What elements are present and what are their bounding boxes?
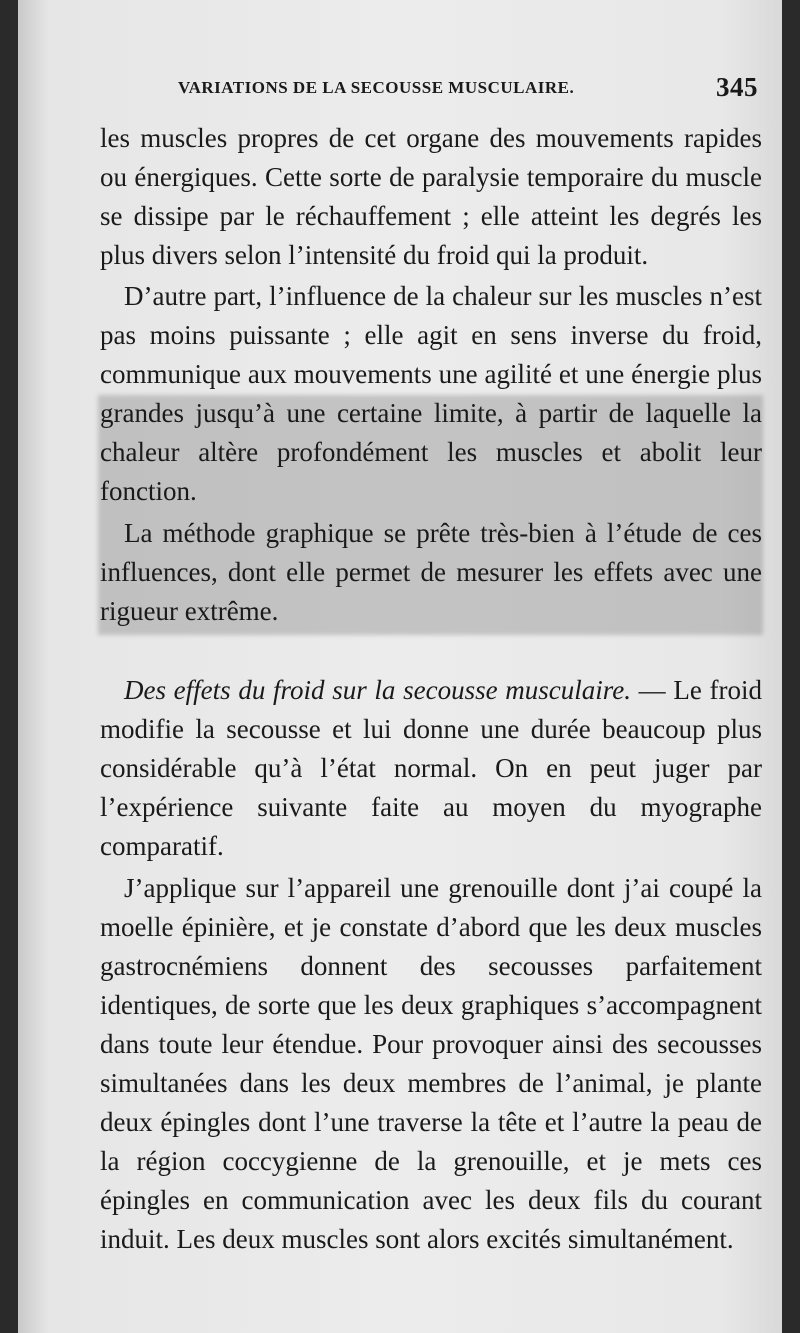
- section-cold-effects: [100, 671, 762, 866]
- paragraph-heat: [100, 277, 762, 511]
- section-text: — Le froid modifie la secousse et lui donne une durée beaucoup plus considérable qu’à l’état normal. On en peut juger par l’expérience suivante faite au moyen du myographe comparatif.: [100, 675, 762, 861]
- section-heading: Des effets du froid sur la secousse musculaire.: [124, 675, 631, 705]
- paragraph-2: D’autre part, l’influence de la chaleur sur les muscles n’est pas moins puissante ; elle agit en sens inverse du froid, communique aux mouvements une agilité et une énergie plus grandes jusqu’à une certaine limite, à partir de laquelle la chaleur altère profondément les muscles et abolit leur fonction.: [100, 281, 762, 506]
- running-title: VARIATIONS DE LA SECOUSSE MUSCULAIRE.: [178, 78, 575, 97]
- running-header: [178, 72, 758, 102]
- paragraph-3: La méthode graphique se prête très-bien à l’étude de ces influences, dont elle permet de mesurer les effets avec une rigueur extrême.: [100, 518, 762, 626]
- paragraph-method: [100, 514, 762, 631]
- paragraph-5: J’applique sur l’appareil une grenouille dont j’ai coupé la moelle épinière, et je constate d’abord que les deux muscles gastrocnémiens donnent des secousses parfaitement identiques, de sorte que les deux graphiques s’accompagnent dans toute leur étendue. Pour provoquer ainsi des secousses simultanées dans les deux membres de l’animal, je plante deux épingles dont l’une traverse la tête et l’autre la peau de la région coccygienne de la grenouille, et je mets ces épingles en communication avec les deux fils du courant induit. Les deux muscles sont alors excités simultanément.: [100, 873, 762, 1254]
- paragraph-continued: [100, 119, 762, 275]
- paragraph-experiment: [100, 869, 762, 1259]
- paragraph-1: les muscles propres de cet organe des mouvements rapides ou énergiques. Cette sorte de paralysie temporaire du muscle se dissipe par le réchauffement ; elle atteint les degrés les plus divers selon l’intensité du froid qui la produit.: [100, 123, 762, 270]
- page-number: 345: [716, 72, 758, 102]
- book-page: [18, 0, 782, 1333]
- section-paragraph: [100, 671, 762, 866]
